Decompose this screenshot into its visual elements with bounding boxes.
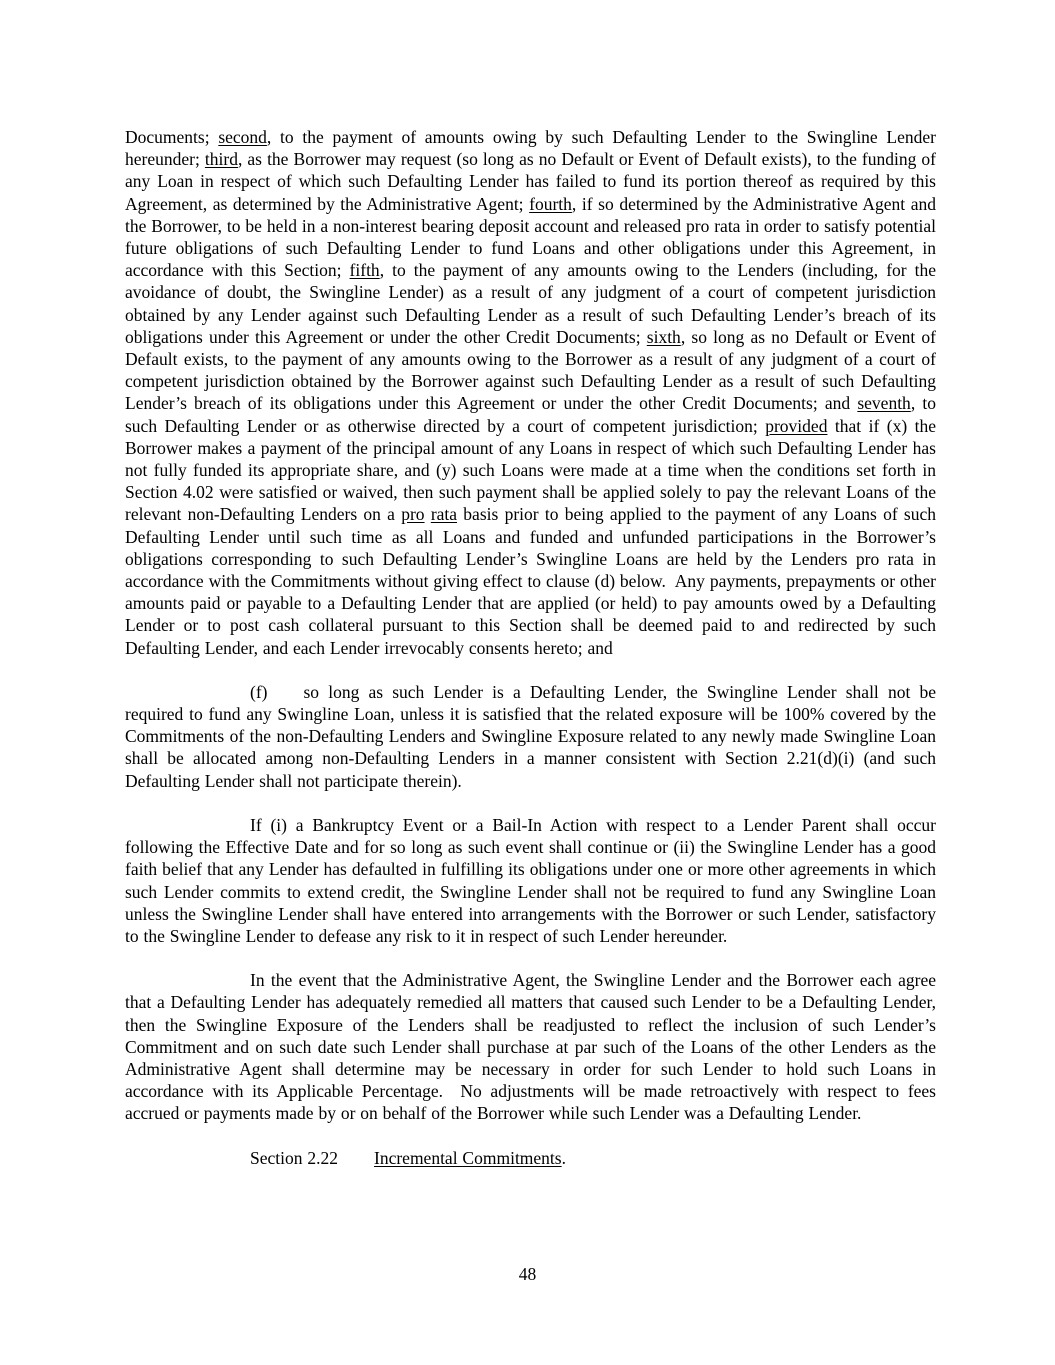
underlined-term: pro xyxy=(401,504,425,525)
underlined-term: second xyxy=(218,127,267,147)
page-number: 48 xyxy=(518,1264,537,1284)
text-run: , to the payment of amounts owing by such Defaulting Lender to the Swingline Lender hereunder; xyxy=(125,127,936,170)
text-run: so long as such Lender is a Defaulting Lender, the Swingline Lender shall not be required to fund any Swingline Loan, unless it is satisfied that the related exposure will be 100% covered by the Commitments of the non-Defaulting Lenders and Swingline Exposure related to any newly made Swingline Loan shall be allocated among non-Defaulting Lenders in a manner consistent with Section 2.21(d)(i) (and such Defaulting Lender shall not participate therein). xyxy=(125,681,936,791)
text-run: If (i) a Bankruptcy Event or a Bail-In Action with respect to a Lender Parent shall occur following the Effective Date and for so long as such event shall continue or (ii) the Swingline Lender has a good faith belief that any Lender has defaulted in fulfilling its obligations under one or more other agreements in which such Lender commits to extend credit, the Swingline Lender shall not be required to fund any Swingline Loan unless the Swingline Lender shall have entered into arrangements with the Borrower or such Lender, satisfactory to the Swingline Lender to defease any risk to it in respect of such Lender hereunder. xyxy=(125,814,936,946)
document-body xyxy=(125,126,936,1169)
underlined-term: provided xyxy=(765,415,828,436)
text-run: Documents; xyxy=(125,127,219,147)
text-run: Section 2.22 xyxy=(250,1147,338,1168)
text-run: , as the Borrower may request (so long as no Default or Event of Default exists), to the funding of any Loan in respect of which such Defaulting Lender has failed to fund its portion thereof as required by this Agreement, as determined by the Administrative Agent; xyxy=(125,149,936,214)
underlined-term: third xyxy=(204,149,238,170)
text-run: , so long as no Default or Event of Default exists, to the payment of any amounts owing to the Borrower as a result of any judgment of a court of competent jurisdiction obtained by the Borrower against such Defaulting Lender as a result of such Defaulting Lender’s breach of its obligations under this Agreement or under the other Credit Documents; and xyxy=(125,326,936,414)
text-run: In the event that the Administrative Agent, the Swingline Lender and the Borrower each agree that a Defaulting Lender has adequately remedied all matters that caused such Lender to be a Defaulting Lender, then the Swingline Exposure of the Lenders shall be readjusted to reflect the inclusion of such Lender’s Commitment and on such date such Lender shall purchase at par such of the Loans of the other Lenders as the Administrative Agent shall determine may be necessary in order for such Lender to hold such Loans in accordance with its Applicable Percentage. No adjustments will be made retroactively with respect to fees accrued or payments made by or on behalf of the Borrower while such Lender was a Defaulting Lender. xyxy=(125,970,936,1124)
text-run: basis prior to being applied to the payment of any Loans of such Defaulting Lender until such time as all Loans and funded and unfunded participations in the Borrower’s obligations corresponding to such Defaulting Lender’s Swingline Loans are held by the Lenders pro rata in accordance with the Commitments without giving effect to clause (d) below. Any payments, prepayments or other amounts paid or payable to a Defaulting Lender that are applied (or held) to pay amounts owed by a Defaulting Lender or to post cash collateral pursuant to this Section shall be deemed paid to and redirected by such Defaulting Lender, and each Lender irrevocably consents hereto; and xyxy=(125,504,936,658)
underlined-term: rata xyxy=(430,504,458,525)
underlined-term: Incremental Commitments xyxy=(374,1147,562,1168)
underlined-term: sixth xyxy=(646,326,681,347)
text-run: , to such Defaulting Lender or as otherwise directed by a court of competent jurisdiction; xyxy=(125,393,936,436)
text-run: . xyxy=(561,1147,566,1168)
paragraph-waterfall-continuation xyxy=(125,126,936,659)
text-run: , to the payment of any amounts owing to the Lenders (including, for the avoidance of doubt, the Swingline Lender) as a result of any judgment of a court of competent jurisdiction obtained by any Lender against such Defaulting Lender as a result of such Defaulting Lender’s breach of its obligations under this Agreement or under the other Credit Documents; xyxy=(125,260,937,347)
text-run: , if so determined by the Administrative Agent and the Borrower, to be held in a non-interest bearing deposit account and released pro rata in order to satisfy potential future obligations of such Defaulting Lender to fund Loans and other obligations under this Agreement, in accordance with this Section; xyxy=(125,193,936,281)
text-run: (f) xyxy=(250,681,268,702)
section-2-22-heading xyxy=(125,1147,936,1169)
underlined-term: seventh xyxy=(857,393,911,414)
underlined-term: fifth xyxy=(349,260,380,281)
text-run: that if (x) the Borrower makes a payment of the principal amount of any Loans in respect of which such Defaulting Lender has not fully funded its appropriate share, and (y) such Loans were made at a time when the conditions set forth in Section 4.02 were satisfied or waived, then such payment shall be applied solely to pay the relevant Loans of the relevant non-Defaulting Lenders on a xyxy=(125,415,936,525)
paragraph-bankruptcy-bail-in xyxy=(125,814,936,947)
paragraph-remedied-defaulting-lender xyxy=(125,969,936,1124)
paragraph-clause-f xyxy=(125,681,936,792)
underlined-term: fourth xyxy=(529,193,572,214)
